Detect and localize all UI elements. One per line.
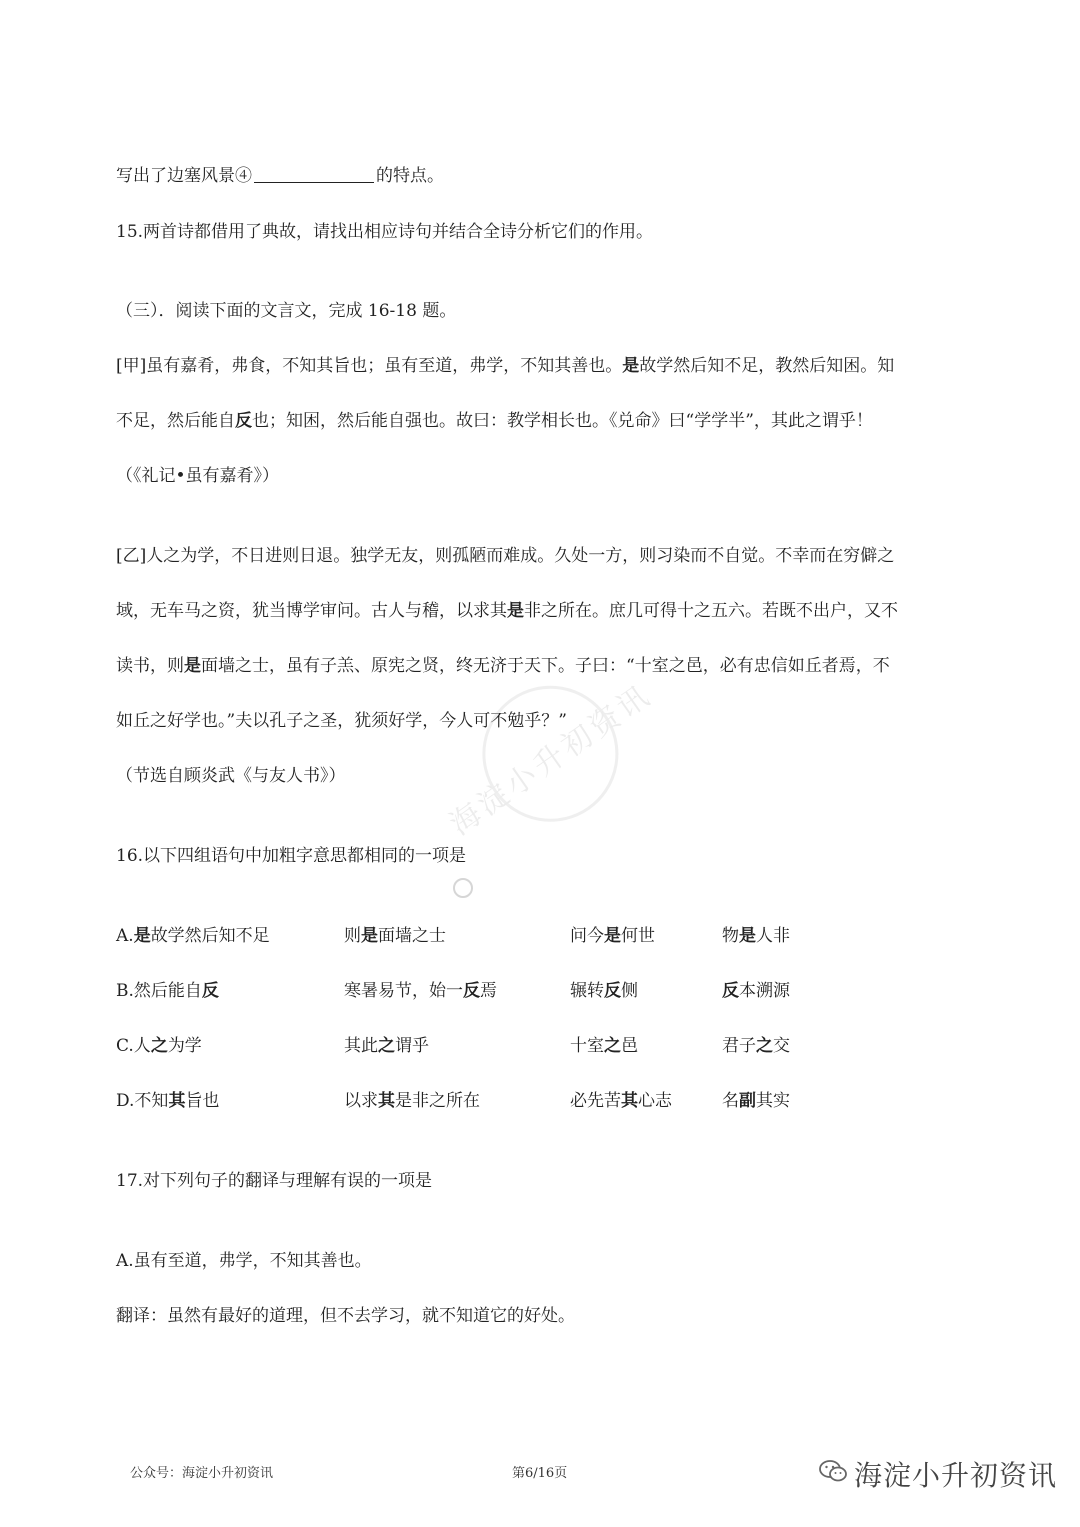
option-d-item-3 bbox=[570, 1089, 672, 1113]
option-d-item-1 bbox=[116, 1089, 219, 1113]
watermark-dot bbox=[453, 878, 473, 898]
option-a-item-3 bbox=[570, 924, 655, 948]
option-text: 旨也 bbox=[185, 1091, 220, 1111]
option-b-item-4 bbox=[722, 979, 790, 1003]
passage-jia-source: （《礼记•虽有嘉肴》） bbox=[116, 466, 280, 486]
option-text: D.不知 bbox=[116, 1091, 169, 1111]
bold-char: 之 bbox=[604, 1036, 621, 1056]
line-text: 写出了边塞风景④ bbox=[116, 166, 252, 186]
passage-yi-line-2 bbox=[116, 599, 898, 623]
option-text: 人非 bbox=[756, 926, 790, 946]
option-text: 物 bbox=[722, 926, 739, 946]
option-text: A. bbox=[116, 926, 134, 946]
question-17: 17.对下列句子的翻译与理解有误的一项是 bbox=[116, 1171, 433, 1191]
bold-char: 副 bbox=[739, 1091, 756, 1111]
line-text: 读书，则 bbox=[116, 656, 184, 676]
brand-text: 海淀小升初资讯 bbox=[854, 1459, 1058, 1492]
bold-char: 是 bbox=[507, 601, 524, 621]
line-blank-fill bbox=[116, 164, 444, 188]
bold-char: 是 bbox=[739, 926, 756, 946]
option-d-item-2 bbox=[344, 1089, 480, 1113]
option-text: 故学然后知不足 bbox=[150, 926, 270, 946]
footer-page-number: 第6/16页 bbox=[512, 1466, 568, 1481]
passage-yi-line-3 bbox=[116, 654, 890, 678]
line-text: 不足，然后能自 bbox=[116, 411, 235, 431]
bold-char: 是 bbox=[361, 926, 378, 946]
option-text: 邑 bbox=[621, 1036, 638, 1056]
line-text: 域，无车马之资，犹当博学审问。古人与稽，以求其 bbox=[116, 601, 507, 621]
line-text: 非之所在。庶几可得十之五六。若既不出户，又不 bbox=[524, 601, 898, 621]
bold-char: 其 bbox=[378, 1091, 395, 1111]
line-text: 也；知困，然后能自强也。故曰：教学相长也。《兑命》曰“学学半”，其此之谓乎！ bbox=[252, 411, 873, 431]
line-text: [甲]虽有嘉肴，弗食，不知其旨也；虽有至道，弗学，不知其善也。 bbox=[116, 356, 623, 376]
option-text: 其实 bbox=[756, 1091, 790, 1111]
bold-char: 反 bbox=[722, 981, 739, 1001]
bold-char: 反 bbox=[463, 981, 480, 1001]
option-a-item-2 bbox=[344, 924, 446, 948]
option-c-item-3 bbox=[570, 1034, 638, 1058]
question-15: 15.两首诗都借用了典故，请找出相应诗句并结合全诗分析它们的作用。 bbox=[116, 222, 654, 242]
option-text: 则 bbox=[344, 926, 361, 946]
watermark-text: 海淀小升初资讯 bbox=[443, 677, 659, 843]
option-text: 君子 bbox=[722, 1036, 756, 1056]
option-text: 问今 bbox=[570, 926, 604, 946]
bold-char: 之 bbox=[378, 1036, 395, 1056]
bold-char: 之 bbox=[756, 1036, 773, 1056]
option-text: 焉 bbox=[480, 981, 497, 1001]
option-text: 以求 bbox=[344, 1091, 378, 1111]
question-17-option-a: A.虽有至道，弗学，不知其善也。 bbox=[116, 1251, 372, 1271]
option-a-item-4 bbox=[722, 924, 790, 948]
option-c-item-2 bbox=[344, 1034, 429, 1058]
option-a-item-1 bbox=[116, 924, 270, 948]
section-3-heading: （三）．阅读下面的文言文，完成 16-18 题。 bbox=[116, 301, 457, 321]
bold-char: 反 bbox=[235, 411, 252, 431]
footer-account: 公众号：海淀小升初资讯 bbox=[130, 1466, 274, 1481]
question-16: 16.以下四组语句中加粗字意思都相同的一项是 bbox=[116, 846, 467, 866]
option-text: 其此 bbox=[344, 1036, 378, 1056]
wechat-icon bbox=[818, 1458, 848, 1484]
passage-jia-line-2 bbox=[116, 409, 873, 433]
option-text: 寒暑易节，始一 bbox=[344, 981, 463, 1001]
option-text: 是非之所在 bbox=[395, 1091, 480, 1111]
option-text: 必先苦 bbox=[570, 1091, 621, 1111]
option-b-item-3 bbox=[570, 979, 638, 1003]
bold-char: 反 bbox=[604, 981, 621, 1001]
line-text: 故学然后知不足，教然后知困。知 bbox=[639, 356, 895, 376]
bold-char: 是 bbox=[184, 656, 201, 676]
bold-char: 其 bbox=[621, 1091, 638, 1111]
option-text: B.然后能自 bbox=[116, 981, 202, 1001]
passage-yi-line-4: 如丘之好学也。”夫以孔子之圣，犹须好学，今人可不勉乎？” bbox=[116, 711, 567, 731]
line-text: 面墙之士，虽有子羔、原宪之贤，终无济于天下。子曰：“十室之邑，必有忠信如丘者焉，不 bbox=[201, 656, 890, 676]
bold-char: 是 bbox=[604, 926, 621, 946]
answer-blank[interactable] bbox=[254, 164, 374, 183]
option-text: 十室 bbox=[570, 1036, 604, 1056]
option-c-item-1 bbox=[116, 1034, 202, 1058]
question-17-option-a-translation: 翻译：虽然有最好的道理，但不去学习，就不知道它的好处。 bbox=[116, 1306, 575, 1326]
option-text: 本溯源 bbox=[739, 981, 790, 1001]
option-text: 辗转 bbox=[570, 981, 604, 1001]
passage-jia-line-1 bbox=[116, 354, 894, 378]
passage-yi-line-1: [乙]人之为学，不日进则日退。独学无友，则孤陋而难成。久处一方，则习染而不自觉。不幸而在穷僻之 bbox=[116, 546, 895, 566]
option-text: 交 bbox=[773, 1036, 790, 1056]
option-text: 名 bbox=[722, 1091, 739, 1111]
bold-char: 反 bbox=[201, 981, 219, 1001]
option-d-item-4 bbox=[722, 1089, 790, 1113]
option-text: 面墙之士 bbox=[378, 926, 446, 946]
option-b-item-1 bbox=[116, 979, 219, 1003]
passage-yi-source: （节选自顾炎武《与友人书》） bbox=[116, 766, 346, 786]
bold-char: 其 bbox=[168, 1091, 186, 1111]
option-text: 侧 bbox=[621, 981, 638, 1001]
option-text: 为学 bbox=[167, 1036, 202, 1056]
bold-char: 之 bbox=[150, 1036, 168, 1056]
option-b-item-2 bbox=[344, 979, 497, 1003]
option-text: C.人 bbox=[116, 1036, 151, 1056]
option-text: 何世 bbox=[621, 926, 655, 946]
line-text: 的特点。 bbox=[376, 166, 444, 186]
bold-char: 是 bbox=[133, 926, 151, 946]
option-c-item-4 bbox=[722, 1034, 790, 1058]
bold-char: 是 bbox=[622, 356, 640, 376]
option-text: 谓乎 bbox=[395, 1036, 429, 1056]
watermark-ring bbox=[456, 659, 645, 848]
option-text: 心志 bbox=[638, 1091, 672, 1111]
